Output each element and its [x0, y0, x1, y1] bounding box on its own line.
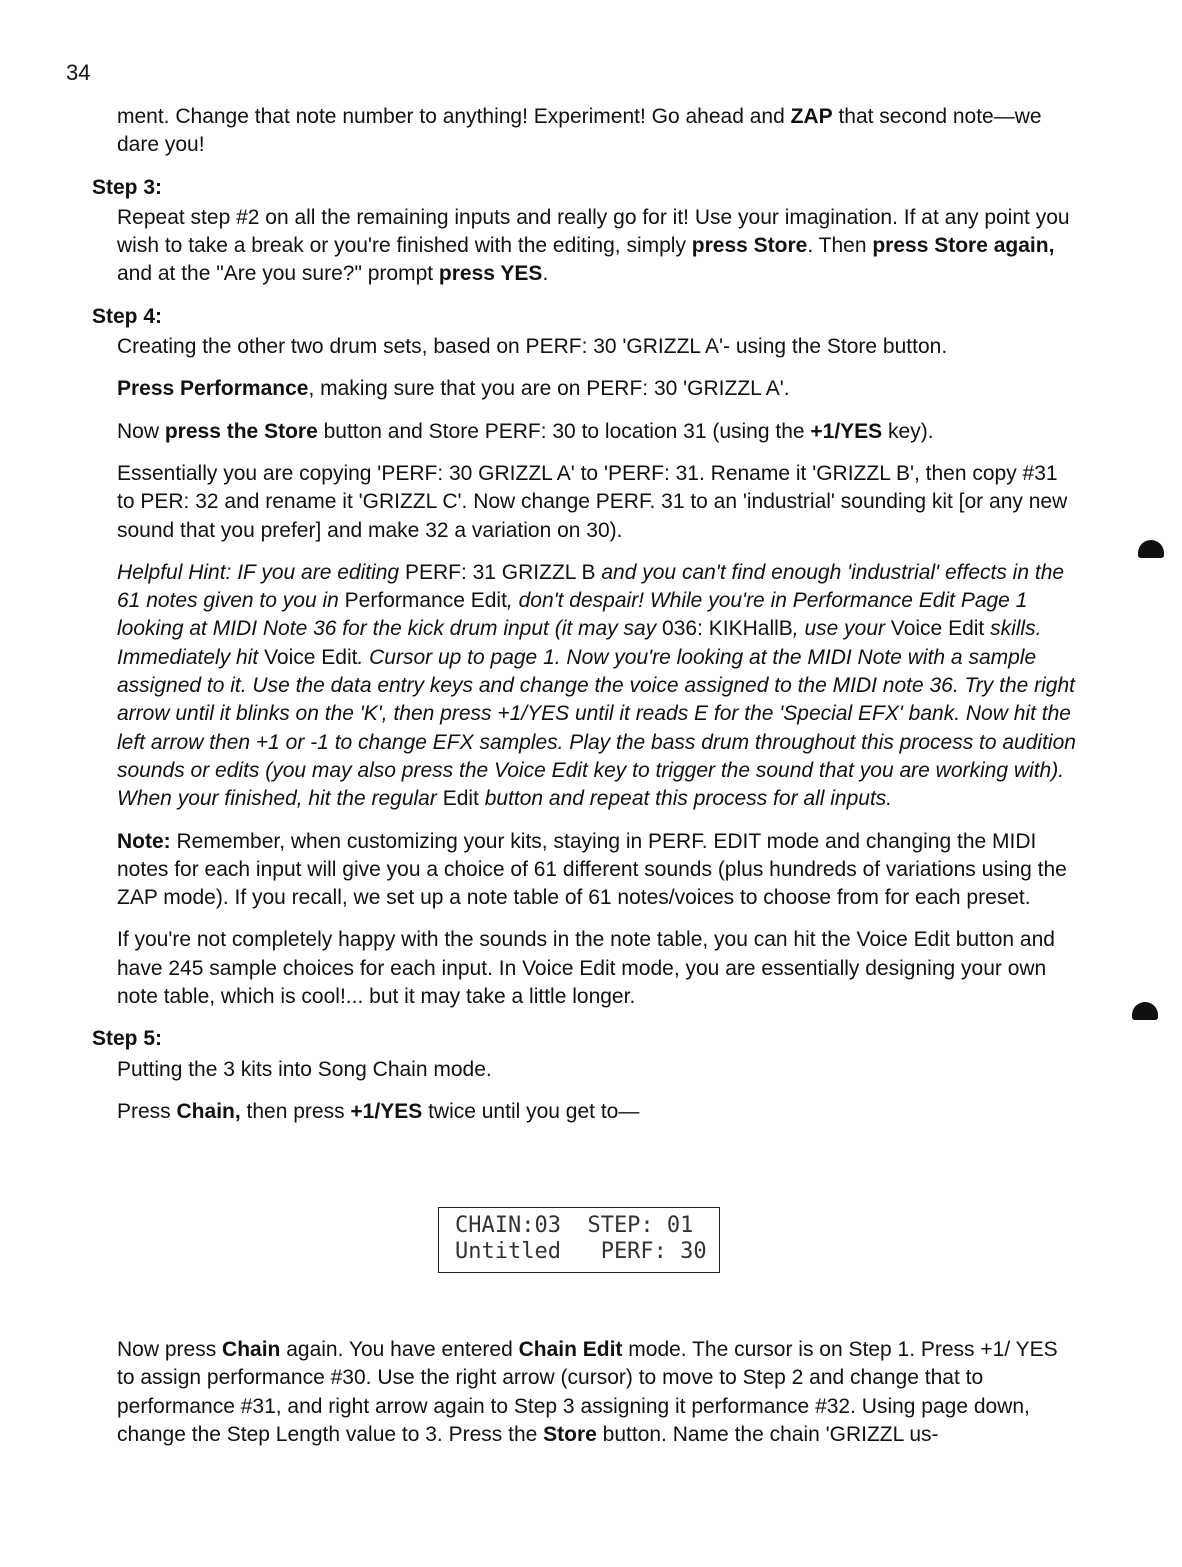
text-run: key).	[882, 419, 934, 443]
step-4-paragraph-1: Creating the other two drum sets, based on PERF: 30 'GRIZZL A'- using the Store button.	[117, 335, 948, 359]
bold-run: ZAP	[790, 105, 833, 128]
step-5-heading: Step 5:	[92, 1027, 163, 1051]
step-4-paragraph-5: If you're not completely happy with the sounds in the note table, you can hit the Voice Edit button and have 245 sample choices for each input. In Voice Edit mode, you are essentially designing your own note table, which is cool!... but it may take a little longer.	[117, 928, 1055, 1009]
text-run: 036: KIKHallB	[662, 617, 793, 641]
step-4-paragraph-4: Essentially you are copying 'PERF: 30 GRIZZL A' to 'PERF: 31. Rename it 'GRIZZL B', then copy #31 to PER: 32 and rename it 'GRIZZL C'. Now change PERF. 31 to an 'industrial' sounding kit [or any new sound that you prefer] and make 32 a variation on 30).	[117, 461, 1068, 542]
italic-run: Helpful Hint: IF you are editing	[117, 560, 405, 584]
step-4-paragraph-3	[117, 418, 1077, 446]
italic-run: , use your	[792, 617, 891, 641]
text-run: Voice Edit	[264, 645, 358, 669]
text-run: Repeat step #2 on all the remaining inputs and really go for it! Use your imagination. If at any point you wish to take a break or you're finished with the editing, simply	[117, 205, 1070, 258]
text-run: and at the "Are you sure?" prompt	[117, 262, 439, 286]
text-run: Press	[117, 1099, 177, 1123]
lcd-line-2: Untitled PERF: 30	[455, 1239, 707, 1264]
helpful-hint	[117, 559, 1077, 814]
bold-run: Store	[543, 1422, 597, 1446]
bold-run: Press Performance	[117, 377, 309, 401]
note-paragraph	[117, 828, 1077, 913]
lcd-display	[438, 1207, 720, 1273]
text-run: button. Name the chain 'GRIZZL us-	[596, 1422, 939, 1446]
step-3-heading: Step 3:	[92, 175, 163, 199]
step-4-heading: Step 4:	[92, 304, 163, 328]
step-5-paragraph-2	[117, 1098, 1077, 1126]
step-4-paragraph-2	[117, 375, 1077, 403]
bold-run: Chain,	[176, 1099, 241, 1123]
lcd-line-1: CHAIN:03 STEP: 01	[455, 1213, 694, 1238]
text-run: Remember, when customizing your kits, staying in PERF. EDIT mode and changing the MIDI notes for each input will give you a choice of 61 different sounds (plus hundreds of variations using the ZAP mode). If you recall, we set up a note table of 61 notes/voices to choose from for each preset.	[117, 829, 1067, 910]
step-5-paragraph-1: Putting the 3 kits into Song Chain mode.	[117, 1057, 492, 1081]
text-run: that second note—we dare you!	[117, 105, 1042, 157]
text-run: Now	[117, 419, 165, 443]
bold-run: +1/YES	[810, 419, 883, 443]
text-run: Voice Edit	[890, 617, 985, 641]
margin-mark-icon	[1132, 1002, 1158, 1020]
bold-run: +1/YES	[350, 1099, 423, 1123]
bold-run: Chain Edit	[518, 1338, 623, 1361]
italic-run: . Cursor up to page 1. Now you're looking at the MIDI Note with a sample assigned to it. Use the data entry keys and change the voice assigned to the MIDI note 36. Try the right arrow until it blinks on the 'K', then press +1/YES until it reads E for the 'Special EFX' bank. Now hit the left arrow then +1 or -1 to change EFX samples. Play the bass drum throughout this process to audition sounds or edits (you may also press the Voice Edit key to trigger the sound that you are working with). When your finished, hit the regular	[117, 645, 1076, 811]
bold-run: press Store again,	[872, 234, 1055, 258]
note-label: Note:	[117, 829, 171, 853]
text-run: , making sure that you are on PERF: 30 'GRIZZL A'.	[308, 377, 790, 401]
page-number: 34	[66, 60, 91, 85]
text-run: twice until you get to—	[422, 1099, 640, 1123]
text-run: then press	[240, 1099, 351, 1123]
bold-run: press Store	[691, 234, 808, 258]
step-3-paragraph	[117, 204, 1077, 289]
text-run: ment. Change that note number to anything! Experiment! Go ahead and	[117, 105, 791, 128]
text-run: mode. The cursor is on Step 1. Press +1/ YES to assign performance #30. Use the right arrow (cursor) to move to Step 2 and change that to performance #31, and right arrow again to Step 3 assigning it performance #32. Using page down, change the Step Length value to 3. Press the	[117, 1338, 1058, 1446]
text-run: Performance Edit	[344, 589, 507, 613]
italic-run: button and repeat this process for all inputs.	[478, 787, 893, 811]
italic-run: , don't despair! While you're in Performance Edit Page 1 looking at MIDI Note 36 for the kick drum input (it may say	[117, 589, 1028, 641]
bold-run: press YES	[438, 262, 543, 286]
bold-run: press the Store	[164, 419, 318, 443]
text-run: button and Store PERF: 30 to location 31 (using the	[317, 419, 811, 443]
text-run: Edit	[442, 787, 479, 811]
margin-mark-icon	[1138, 540, 1164, 558]
text-run: PERF: 31 GRIZZL B	[404, 560, 596, 584]
text-run: again. You have entered	[280, 1338, 519, 1361]
bottom-paragraph	[117, 1336, 1077, 1449]
intro-paragraph	[117, 103, 1077, 160]
italic-run: and you can't find enough 'industrial' effects in the 61 notes given to you in	[117, 560, 1065, 613]
text-run: .	[542, 262, 549, 286]
italic-run: skills. Immediately hit	[117, 617, 1042, 669]
text-run: Now press	[117, 1338, 223, 1361]
bold-run: Chain	[222, 1338, 281, 1361]
text-run: . Then	[807, 234, 873, 258]
body-text	[92, 103, 1077, 1140]
